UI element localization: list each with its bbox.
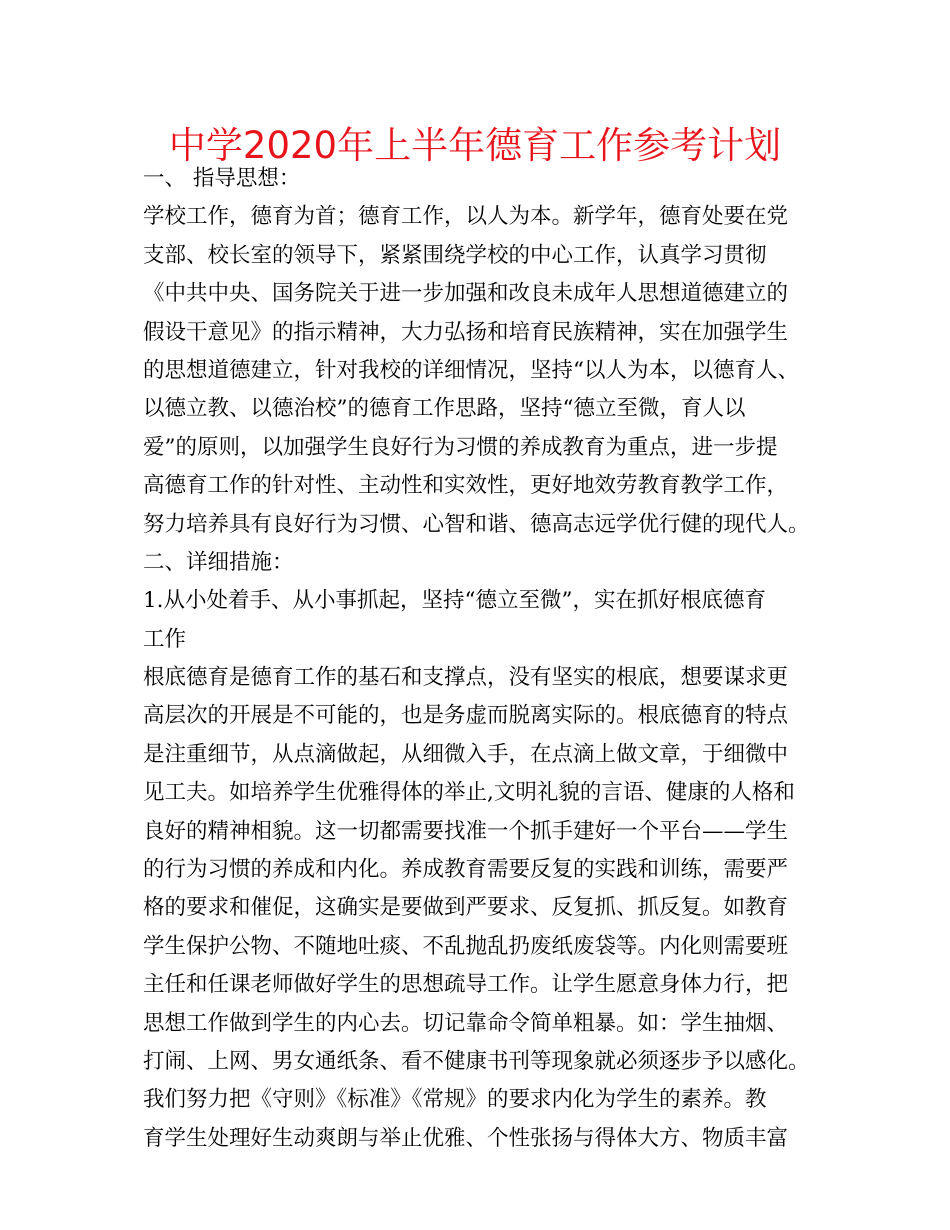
text-line: 《中共中央、国务院关于进一步加强和改良未成年人思想道德建立的 xyxy=(143,281,789,307)
text-line: 1.从小处着手、从小事抓起，坚持“德立至微”，实在抓好根底德育 xyxy=(143,588,766,614)
text-line: 努力培养具有良好行为习惯、心智和谐、德高志远学优行健的现代人。 xyxy=(143,511,810,537)
text-line: 支部、校长室的领导下，紧紧围绕学校的中心工作，认真学习贯彻 xyxy=(143,242,767,268)
text-line: 一、 指导思想： xyxy=(143,166,301,191)
text-line: 工作 xyxy=(143,626,187,652)
text-line: 学生保护公物、不随地吐痰、不乱抛乱扔废纸废袋等。内化则需要班 xyxy=(143,933,789,959)
text-line: 打闹、上网、男女通纸条、看不健康书刊等现象就必须逐步予以感化。 xyxy=(143,1048,810,1074)
text-line: 见工夫。如培养学生优雅得体的举止,文明礼貌的言语、健康的人格和 xyxy=(143,780,795,806)
text-line: 的行为习惯的养成和内化。养成教育需要反复的实践和训练，需要严 xyxy=(143,857,789,883)
text-line: 二、详细措施： xyxy=(143,549,294,575)
text-line: 根底德育是德育工作的基石和支撑点，没有坚实的根底，想要谋求更 xyxy=(143,665,789,691)
text-line: 是注重细节，从点滴做起，从细微入手，在点滴上做文章，于细微中 xyxy=(143,741,789,767)
text-line: 高德育工作的针对性、主动性和实效性，更好地效劳教育教学工作， xyxy=(143,473,789,499)
text-line: 主任和任课老师做好学生的思想疏导工作。让学生愿意身体力行，把 xyxy=(143,972,789,998)
text-line: 我们努力把《守则》《标准》《常规》的要求内化为学生的素养。教 xyxy=(143,1087,767,1113)
text-line: 的思想道德建立，针对我校的详细情况，坚持“以人为本，以德育人、 xyxy=(143,357,799,383)
text-line: 格的要求和催促，这确实是要做到严要求、反复抓、抓反复。如教育 xyxy=(143,895,789,921)
text-line: 思想工作做到学生的内心去。切记靠命令简单粗暴。如：学生抽烟、 xyxy=(143,1010,789,1036)
text-line: 假设干意见》的指示精神，大力弘扬和培育民族精神，实在加强学生 xyxy=(143,319,789,345)
text-line: 爱”的原则，以加强学生良好行为习惯的养成教育为重点，进一步提 xyxy=(143,434,778,460)
text-line: 以德立教、以德治校”的德育工作思路，坚持“德立至微，育人以 xyxy=(143,396,746,422)
text-line: 学校工作，德育为首；德育工作，以人为本。新学年，德育处要在党 xyxy=(143,204,789,230)
document-body xyxy=(143,160,843,1158)
text-line: 良好的精神相貌。这一切都需要找准一个抓手建好一个平台——学生 xyxy=(143,818,789,844)
page-title: 中学2020年上半年德育工作参考计划 xyxy=(168,124,782,167)
text-line: 高层次的开展是不可能的，也是务虚而脱离实际的。根底德育的特点 xyxy=(143,703,789,729)
text-line: 育学生处理好生动爽朗与举止优雅、个性张扬与得体大方、物质丰富 xyxy=(143,1125,789,1151)
